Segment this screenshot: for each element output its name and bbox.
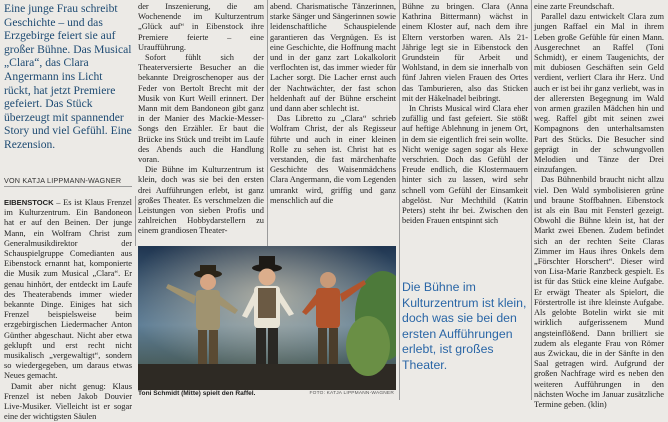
column-4	[402, 2, 528, 226]
stage-photo	[138, 246, 396, 390]
paragraph: Parallel dazu entwickelt Clara zum jungen Raffael ein Mal in ihrem Leben große Gefühle für einen Mann. Ausgerechnet an Raffel (Toni Schmidt), er einem Taugenichts, der mit dubiosen Geschäften sein Geld verdient, verliert Clara ihr Herz. Und auch er ist bei ihr ganz verliebt, was in der allerersten Begegnung im Wald von armen grazilen Mädchen hin und weg. Raffel gibt mit seinen zwei Kompagnons den unterhaltsamsten Part des Stücks. Die Besucher sind geprägt in der schwungvollen Melodien und Tänze der Drei einzufangen.	[534, 12, 664, 175]
pull-quote: Die Bühne im Kulturzentrum ist klein, doch was sie bei den ersten Aufführungen erlebt, ist großes Theater.	[402, 280, 527, 372]
teaser-text: Eine junge Frau schreibt Geschichte – und das Erzgebirge feiert sie auf großer Bühne. Das Musical „Clara“, das Clara Angermann ins Licht rückt, hat jetzt Premiere gefeiert. Das Stück überzeugt mit spannender Story und viel Gefühl. Eine Rezension.	[4, 2, 132, 151]
paragraph-text: – Es ist Klaus Frenzel im Kulturzentrum. Ein Bandoneon hat er auf den Beinen. Der junge Mann, ein Wolfram Christ zum Generalmusikdirektor der Schauspielgruppe Comedianten aus Eibenstock ernannt hat, komponierte die Musik zum Musical „Clara“. Er genau hinhört, der entdeckt im Laufe des Theaterabends immer wieder bekannte Dinge. Einiges hat sich Frenzel beispielsweise beim erzgebirgischen Liedermacher Anton Günther abgeschaut. Nicht aber etwa geklupft und erst recht nicht musikalisch „vergewaltigt“, sondern so wiedergegeben, um daraus etwas Neues gemacht.	[4, 198, 132, 381]
article-teaser	[4, 2, 132, 158]
column-rule	[399, 0, 400, 400]
paragraph: In Christs Musical wird Clara eher zufällig und fast gefeiert. Sie stößt auf heftige Ablehnung in jenem Ort, in dem sie eigentlich frei sein wollte. Nicht wenige sagen sogar als Hexe verschrien. Doch das Gefühl der Freude endlich, die Klostermauern hinter sich zu lassen, wird sehr schnell vom Gefühl der Einsamkeit abgelöst. Nur Mechthild (Katrin Peters) steht ihr bei. Zwischen den beiden Frauen entspinnt sich	[402, 104, 528, 226]
photo-credit: FOTO: KATJA LIPPMANN-WAGNER	[309, 391, 394, 396]
column-1	[4, 198, 132, 422]
column-rule	[531, 0, 532, 400]
paragraph: Das Libretto zu „Clara“ schrieb Wolfram Christ, der als Regisseur führte und auch in einer kleinen Rolle zu sehen ist. Christ hat es verstanden, die fast märchenhafte Geschichte des Waisenmädchens Clara Angermann, die vom Legenden umrankt wird, griffig und ganz menschlich auf die	[270, 114, 396, 205]
stage-photo-illustration	[138, 246, 396, 390]
byline: VON KATJA LIPPMANN-WAGNER	[4, 176, 122, 185]
column-rule	[135, 196, 136, 246]
column-2	[138, 2, 264, 237]
photo-caption	[138, 388, 396, 400]
paragraph: Sofort fühlt sich der Theaterversierte Besucher an die bekannte Dreigroschenoper aus der Feder von Bertolt Brecht mit der Musik von Kurt Weill erinnert. Der Mann mit dem Bandoneon gibt ganz in der Manier des Mackie-Messer-Songs den Erzähler. Er baut die Brücke ins Stück und treibt im Laufe des Abends auch die Handlung voran.	[138, 53, 264, 165]
paragraph: Bühne zu bringen. Clara (Anna Kathrina Bittermann) wächst in einem Kloster auf, nach dem ihre Eltern verstorben waren. Als 21-Jährige legt sie in Eibenstock den Grundstein für Arbeit und Wohlstand, in dem sie innerhalb von fünf Jahren vielen Frauen des Ortes das Tamburieren, also das Sticken mit der Häkelnadel beibringt.	[402, 2, 528, 103]
paragraph: Das Bühnenbild braucht nicht allzu viel. Den Wald symbolisieren grüne und braune Stoffbahnen. Eibenstock ist als ein Bau mit Fensterl gezeigt. Obwohl die Bühne klein ist, hat der Markt zwei Ebenen. Zudem befindet sich an der rechten Seite Claras Zimmer im Haus ihres Onkels dem „Förschter Horschert“. Dieser wird von Lisa-Marie Ranzbeck gespielt. Es ist für das Stück eine kleine Aufgabe. Er erwägt Theater als Spielort, die Förstertrolle ist ihre kleinste Aufgabe. Als gelobte Botelin wirkt sie mit wirklich aufgerissenem Mund angsteinflößend. Dann brilliert sie zudem als elegante Frau von Römer aus Zwickau, die in der Sänfte in den Saal getragen wird. Aufgrund der großen Nachfrage wird es neben den weiteren Aufführungen in den nächsten Woche im Januar zusätzliche Termine geben. (klin)	[534, 175, 664, 409]
paragraph: Die Bühne im Kulturzentrum ist klein, doch was sie bei den ersten drei Aufführungen erlebt, ist ganz großes Theater. Es verschmelzen die Leistungen von sieben Profis und zahlreichen Hobbydarstellern zu einem grandiosen Theater-	[138, 165, 264, 236]
paragraph	[4, 198, 132, 382]
paragraph: Damit aber nicht genug: Klaus Frenzel ist neben Jakob Douvier Live-Musiker. Vielleicht ist er sogar eine der wichtigsten Säulen	[4, 381, 132, 422]
column-3	[270, 2, 396, 206]
caption-text: Toni Schmidt (Mitte) spielt den Raffel.	[138, 390, 256, 397]
column-rule	[267, 0, 268, 246]
paragraph: abend. Charismatische Tänzerinnen, starke Sänger und Sängerinnen sowie leidenschaftliche Schauspielende garantieren das Vergnügen. Es ist eine Geschichte, die Hoffnung macht und in der ganz zart Lokalkolorit verflochten ist, das immer wieder für Lacher sorgt. Die Lacher ernst auch der Nachtwächter, der fast schon heldenhaft auf der Bühne erscheint und dann aber schlecht ist.	[270, 2, 396, 114]
byline-rule	[4, 186, 132, 187]
paragraph: der Inszenierung, die am Wochenende im Kulturzentrum „Glück auf“ in Eibenstock ihre Premiere feierte – eine Uraufführung.	[138, 2, 264, 52]
paragraph: eine zarte Freundschaft.	[534, 2, 615, 11]
column-5	[534, 2, 664, 410]
dateline: EIBENSTOCK	[4, 198, 54, 207]
